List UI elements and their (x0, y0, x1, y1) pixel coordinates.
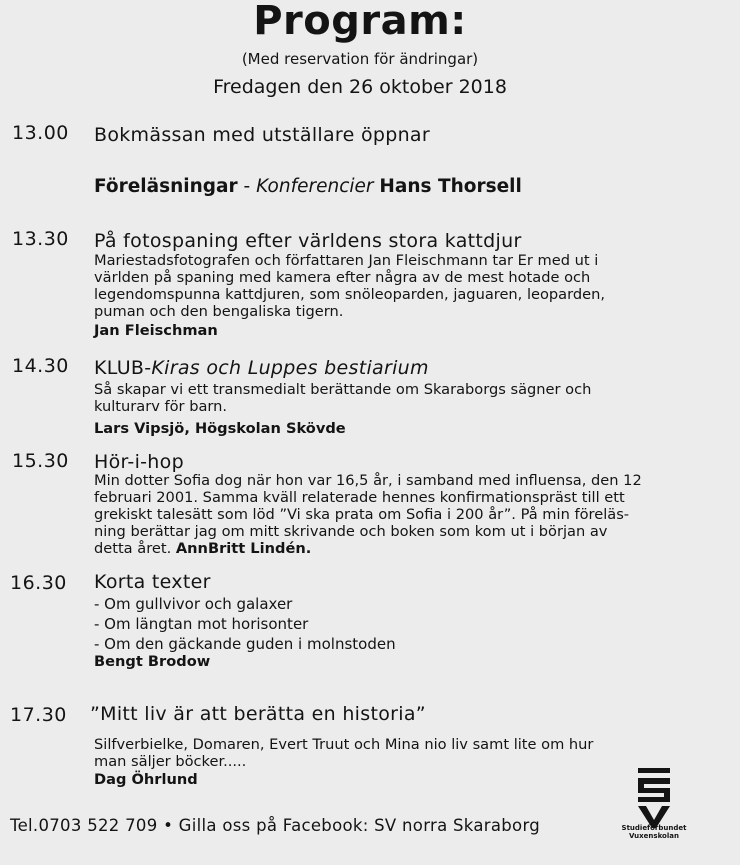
description-line: Min dotter Sofia dog när hon var 16,5 år, i samband med influensa, den 12 (94, 472, 642, 489)
opening-time: 13.00 (12, 122, 69, 144)
host-name: Hans Thorsell (379, 176, 522, 197)
footer-contact: Tel.0703 522 709 • Gilla oss på Facebook: SV norra Skaraborg (10, 816, 541, 835)
description-line: världen på spaning med kamera efter några av de mest hotade och (94, 269, 591, 286)
description-line: Mariestadsfotografen och författaren Jan Fleischmann tar Er med ut i (94, 252, 599, 269)
description-line: Silfverbielke, Domaren, Evert Truut och Mina nio liv samt lite om hur (94, 736, 594, 753)
item-time: 13.30 (12, 228, 69, 250)
item-description (94, 472, 714, 557)
reservation-note: (Med reservation för ändringar) (241, 50, 479, 68)
item-title: Korta texter (94, 571, 211, 593)
description-line: Så skapar vi ett transmedialt berättande om Skaraborgs sägner och (94, 381, 592, 398)
lectures-label: Föreläsningar (94, 176, 238, 197)
list-item: - Om längtan mot horisonter (94, 615, 309, 633)
item-speaker: AnnBritt Lindén. (175, 540, 312, 557)
item-title (94, 357, 429, 379)
logo-line1: Studieförbundet (621, 824, 687, 832)
description-line: ning berättar jag om mitt skrivande och boken som kom ut i början av (94, 523, 608, 540)
item-description (94, 594, 714, 654)
item-speaker: Jan Fleischman (94, 322, 218, 339)
item-time: 17.30 (10, 704, 67, 726)
page-title: Program: (253, 0, 467, 44)
description-line: grekiskt talesätt som löd ”Vi ska prata om Sofia i 200 år”. På min föreläs- (94, 506, 630, 523)
item-title: ”Mitt liv är att berätta en historia” (90, 703, 426, 725)
item-description (94, 381, 714, 415)
item-description (94, 252, 714, 320)
item-speaker: Dag Öhrlund (94, 771, 198, 788)
logo-line2: Vuxenskolan (629, 832, 679, 840)
lectures-separator: - (237, 176, 257, 197)
description-line: puman och den bengaliska tigern. (94, 303, 344, 320)
lectures-header (94, 176, 522, 197)
host-role: Konferencier (256, 176, 374, 197)
last-line-text: detta året. (94, 540, 176, 557)
logo-text (612, 824, 696, 840)
list-item: - Om gullvivor och galaxer (94, 595, 293, 613)
item-time: 14.30 (12, 355, 69, 377)
item-title: Hör-i-hop (94, 451, 184, 473)
opening-text: Bokmässan med utställare öppnar (94, 124, 430, 146)
item-time: 15.30 (12, 450, 69, 472)
item-title: På fotospaning efter världens stora kattdjur (94, 230, 522, 252)
event-date: Fredagen den 26 oktober 2018 (213, 76, 507, 98)
item-time: 16.30 (10, 572, 67, 594)
item-speaker: Lars Vipsjö, Högskolan Skövde (94, 420, 346, 437)
item-title-prefix: KLUB- (94, 357, 152, 379)
item-title-italic: Kiras och Luppes bestiarium (151, 357, 429, 379)
description-line: legendomspunna kattdjuren, som snöleoparden, jaguaren, leoparden, (94, 286, 605, 303)
item-description (94, 736, 714, 770)
description-line: man säljer böcker..... (94, 753, 247, 770)
list-item: - Om den gäckande guden i molnstoden (94, 635, 396, 653)
description-line: kulturarv för barn. (94, 398, 228, 415)
item-speaker: Bengt Brodow (94, 653, 211, 670)
description-line: februari 2001. Samma kväll relaterade hennes konfirmationspräst till ett (94, 489, 625, 506)
description-line (94, 540, 714, 557)
